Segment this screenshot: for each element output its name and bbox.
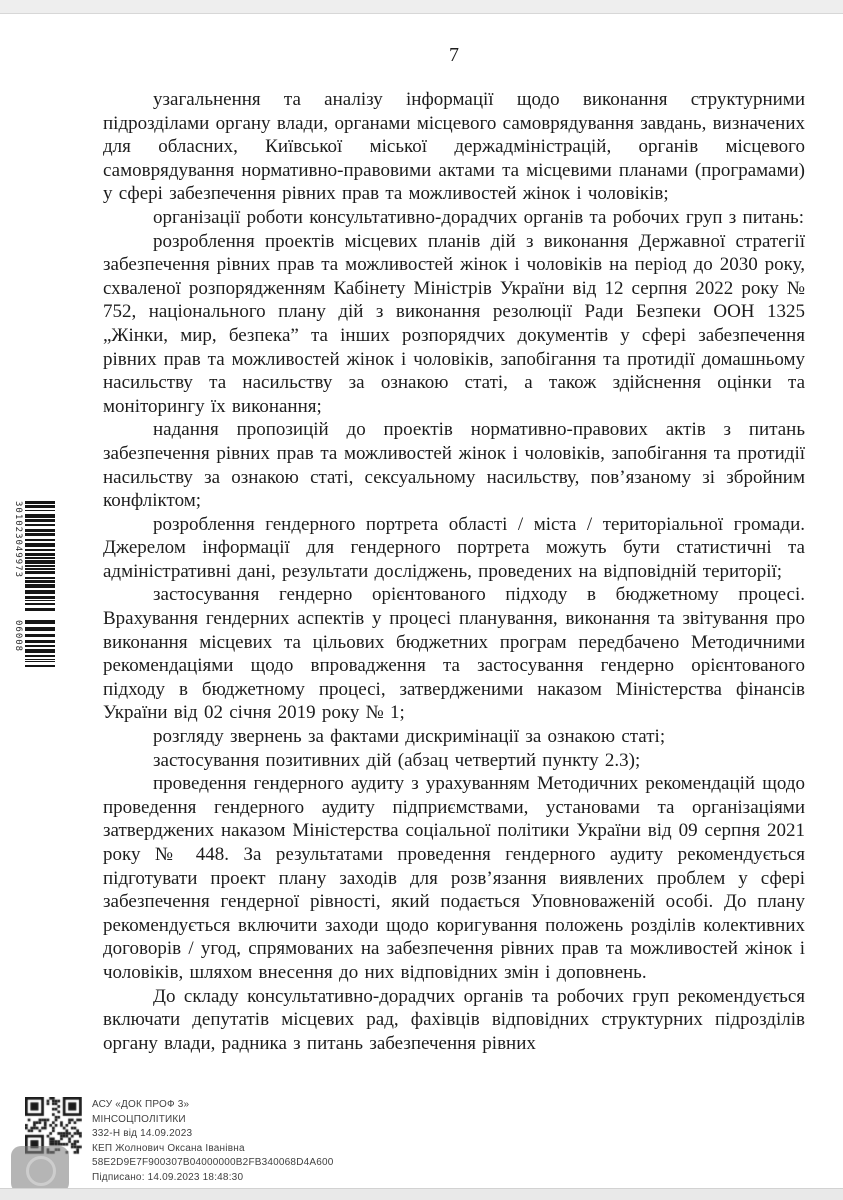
- barcode-primary-digits: 301023049973: [13, 501, 23, 579]
- paragraph: проведення гендерного аудиту з урахуванням Методичних рекомендацій щодо проведення гендерного аудиту підприємствами, установами та організаціями затверджених наказом Міністерства соціальної політики України від 09 серпня 2021 року № 448. За результатами проведення гендерного аудиту рекомендується підготувати проект плану заходів для розв’язання виявлених проблем у сфері забезпечення гендерної рівності, який подається Уповноваженій особі. До плану рекомендується включити заходи щодо коригування положень розділів колективних договорів / угод, спрямованих на забезпечення рівних прав та можливостей жінок і чоловіків, шляхом внесення до них відповідних змін і доповнень.: [103, 773, 805, 983]
- paragraph: розроблення проектів місцевих планів дій з виконання Державної стратегії забезпечення рівних прав та можливостей жінок і чоловіків на період до 2030 року, схваленої розпорядженням Кабінету Міністрів України від 12 серпня 2022 року № 752, національного плану дій з виконання резолюції Ради Безпеки ООН 1325 „Жінки, мир, безпека” та інших розпорядчих документів у сфері забезпечення рівних прав та можливостей жінок і чоловіків, запобігання та протидії домашньому насильству та насильству за ознакою статі, а також здійснення оцінки та моніторингу їх виконання;: [103, 230, 805, 417]
- document-body: [103, 88, 805, 1055]
- stamp-line: МІНСОЦПОЛІТИКИ: [92, 1113, 186, 1125]
- scan-bottom-edge: [0, 1188, 843, 1200]
- barcode-block: [13, 501, 55, 676]
- paragraph: застосування позитивних дій (абзац четвертий пункту 2.3);: [153, 749, 641, 771]
- stamp-line: КЕП Жолнович Оксана Іванівна: [92, 1142, 245, 1154]
- stamp-line: 58E2D9E7F900307B04000000B2FB340068D4A600: [92, 1157, 334, 1169]
- stamp-line: АСУ «ДОК ПРОФ 3»: [92, 1099, 190, 1110]
- paragraph: організації роботи консультативно-дорадчих органів та робочих груп з питань:: [153, 206, 804, 228]
- stamp-smudge: [11, 1146, 69, 1193]
- barcode-primary: [13, 501, 55, 611]
- barcode-icon: [25, 501, 55, 611]
- barcode-icon: [25, 620, 55, 667]
- signature-stamp: [92, 1098, 392, 1186]
- barcode-secondary-digits: 06008: [13, 620, 23, 653]
- stamp-line: 332-Н від 14.09.2023: [92, 1128, 193, 1140]
- page-number: 7: [449, 44, 459, 66]
- stamp-line: Підписано: 14.09.2023 18:48:30: [92, 1171, 244, 1183]
- paragraph: надання пропозицій до проектів нормативно-правових актів з питань забезпечення рівних прав та можливостей жінок і чоловіків, запобігання та протидії насильству за ознакою статі, сексуальному насильству, пов’язаному зі збройним конфліктом;: [103, 419, 805, 512]
- paragraph: розроблення гендерного портрета області / міста / територіальної громади. Джерелом інформації для гендерного портрета можуть бути статистичні та адміністративні дані, результати досліджень, проведених на відповідній території;: [103, 513, 805, 582]
- barcode-secondary: [13, 620, 55, 667]
- paragraph: застосування гендерно орієнтованого підходу в бюджетному процесі. Врахування гендерних аспектів у процесі планування, виконання та звітування про виконання місцевих та цільових бюджетних програм передбачено Методичними рекомендаціями щодо впровадження та застосування гендерно орієнтованого підходу в бюджетному процесі, затвердженими наказом Міністерства фінансів України від 02 січня 2019 року № 1;: [103, 584, 805, 724]
- scan-top-edge: [0, 0, 843, 14]
- paragraph: узагальнення та аналізу інформації щодо виконання структурними підрозділами органу влади, органами місцевого самоврядування завдань, визначених для обласних, Київської міської держадміністрацій, органів місцевого самоврядування нормативно-правовими актами та місцевими планами (програмами) у сфері забезпечення рівних прав та можливостей жінок і чоловіків;: [103, 89, 805, 205]
- paragraph: розгляду звернень за фактами дискримінації за ознакою статі;: [153, 726, 666, 748]
- paragraph: До складу консультативно-дорадчих органів та робочих груп рекомендується включати депутатів місцевих рад, фахівців відповідних структурних підрозділів органу влади, радника з питань забезпечення рівних: [103, 985, 805, 1054]
